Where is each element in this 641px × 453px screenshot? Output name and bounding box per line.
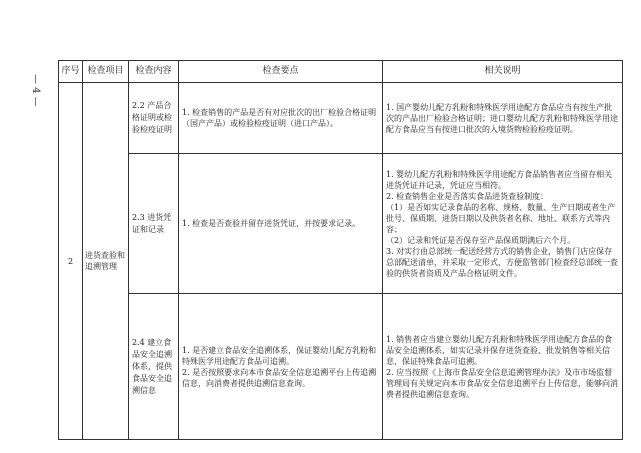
- header-serial: 序号: [59, 61, 83, 83]
- points-cell: [179, 83, 383, 154]
- table-header-row: [59, 61, 623, 83]
- table-row: [59, 83, 623, 154]
- header-notes: 相关说明: [383, 61, 623, 83]
- note-line: 1. 国产婴幼儿配方乳粉和特殊医学用途配方食品应当有按生产批次的产品出厂检验合格证明；进口婴幼儿配方乳粉和特殊医学用途配方食品应当有按进口批次的入境货物检验检疫证明。: [386, 102, 618, 134]
- note-line: 1. 销售者应当建立婴幼儿配方乳粉和特殊医学用途配方食品的食品安全追溯体系，如实记录并保存进货查验、批发销售等相关信息，保证特殊食品可追溯。: [386, 334, 613, 366]
- note-line: 3. 对实行由总部统一配送经营方式的销售企业，销售门店应保存总部配送清单，并采取一定形式，方便监管部门检查经总部统一查验的供货者资质及产品合格证明文件。: [386, 246, 618, 278]
- note-line: 2. 应当按照《上海市食品安全信息追溯管理办法》及市市场监督管理局有关规定向本市食品安全信息追溯平台上传信息，能够向消费者提供追溯信息查询。: [386, 367, 618, 399]
- notes-cell: [383, 83, 623, 154]
- content-cell: 2.3 进货凭证和记录: [129, 154, 179, 294]
- check-item-cell: 进货查验和追溯管理: [83, 83, 129, 440]
- note-line: 1. 婴幼儿配方乳粉和特殊医学用途配方食品销售者应当留存相关进货凭证并记录，凭证应当相符。: [386, 169, 613, 190]
- inspection-table: [58, 60, 623, 440]
- table-row: [59, 154, 623, 294]
- points-cell: [179, 294, 383, 440]
- note-line: 2. 检查销售企业是否落实食品进货查验制度：: [386, 191, 549, 201]
- content-cell: 2.4 建立食品安全追溯体系，提供食品安全追溯信息: [129, 294, 179, 440]
- header-item: 检查项目: [83, 61, 129, 83]
- point-line: 2. 是否按照要求向本市食品安全信息追溯平台上传追溯信息，向消费者提供追溯信息查询。: [182, 367, 377, 388]
- notes-cell: [383, 294, 623, 440]
- header-content: 检查内容: [129, 61, 179, 83]
- serial-number-cell: 2: [59, 83, 83, 440]
- table-row: [59, 294, 623, 440]
- header-points: 检查要点: [179, 61, 383, 83]
- point-line: 1. 检查销售的产品是否有对应批次的出厂检验合格证明（国产产品）或检验检疫证明（进口产品）。: [182, 108, 377, 128]
- note-line: （1）是否如实记录食品的名称、规格、数量、生产日期或者生产批号、保质期、进货日期以及供货者名称、地址、联系方式等内容；: [386, 202, 616, 234]
- point-line: 1. 检查是否查验并留存进货凭证，并按要求记录。: [182, 219, 361, 228]
- points-cell: [179, 154, 383, 294]
- note-line: （2）记录和凭证是否保存至产品保质期满后六个月。: [386, 235, 576, 245]
- notes-cell: [383, 154, 623, 294]
- page-number: — 4 —: [30, 74, 41, 107]
- content-cell: 2.2 产品合格证明或检验检疫证明: [129, 83, 179, 154]
- point-line: 1. 是否建立食品安全追溯体系，保证婴幼儿配方乳粉和特殊医学用途配方食品可追溯。: [182, 345, 377, 366]
